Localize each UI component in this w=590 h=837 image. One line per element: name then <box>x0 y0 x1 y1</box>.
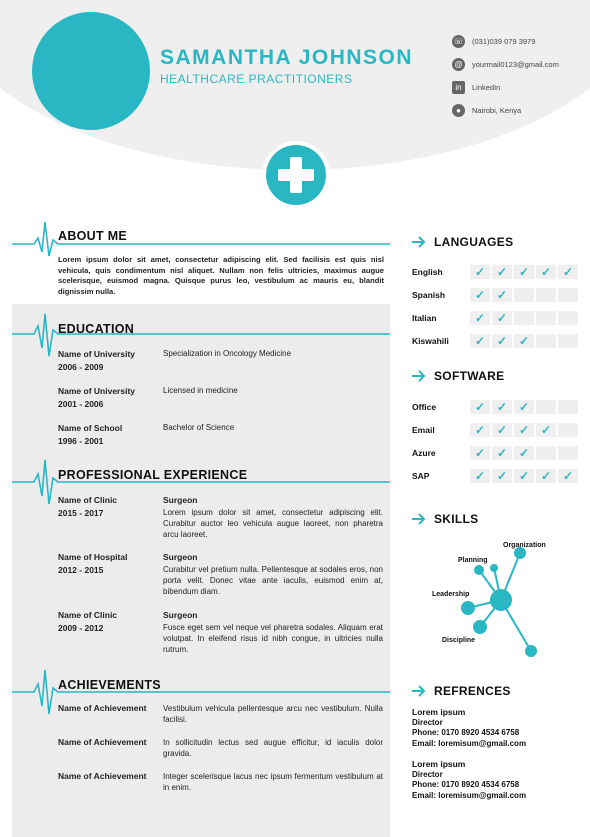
contact-linkedin[interactable]: in LinkedIn <box>452 76 587 99</box>
check-icon: ✓ <box>492 265 512 279</box>
language-name: Kiswahili <box>412 336 449 346</box>
check-icon: ✓ <box>492 311 512 325</box>
language-row <box>412 331 582 351</box>
check-icon: ✓ <box>470 288 490 302</box>
language-name: Spanish <box>412 290 446 300</box>
check-icon: ✓ <box>470 334 490 348</box>
empty-cell <box>514 288 534 302</box>
check-icon: ✓ <box>514 423 534 437</box>
contact-block <box>452 30 587 122</box>
software-title: SOFTWARE <box>412 369 504 383</box>
software-name: SAP <box>412 471 430 481</box>
skills-network-diagram <box>412 536 582 666</box>
check-icon: ✓ <box>558 265 578 279</box>
software-row <box>412 466 582 486</box>
reference-entry: Lorem ipsum Director Phone: 0170 8920 4534 6758 Email: loremisum@gmail.com <box>412 707 527 748</box>
check-icon: ✓ <box>558 469 578 483</box>
contact-location: ● Nairobi, Kenya <box>452 99 587 122</box>
check-icon: ✓ <box>492 469 512 483</box>
skill-label: Planning <box>458 557 488 564</box>
location-icon: ● <box>452 104 465 117</box>
check-icon: ✓ <box>514 400 534 414</box>
experience-title: PROFESSIONAL EXPERIENCE <box>58 468 248 482</box>
check-icon: ✓ <box>470 311 490 325</box>
check-icon: ✓ <box>536 469 556 483</box>
software-name: Email <box>412 425 435 435</box>
candidate-title: HEALTHCARE PRACTITIONERS <box>160 72 353 86</box>
references-title: REFRENCES <box>412 684 511 698</box>
arrow-right-icon <box>412 236 426 248</box>
language-name: Italian <box>412 313 437 323</box>
check-icon: ✓ <box>536 265 556 279</box>
empty-cell <box>558 311 578 325</box>
empty-cell <box>558 400 578 414</box>
check-icon: ✓ <box>470 469 490 483</box>
arrow-right-icon <box>412 370 426 382</box>
check-icon: ✓ <box>492 423 512 437</box>
skills-title: SKILLS <box>412 512 478 526</box>
reference-entry: Lorem ipsum Director Phone: 0170 8920 4534 6758 Email: loremisum@gmail.com <box>412 759 527 800</box>
contact-email[interactable]: @ yourmail0123@gmail.com <box>452 53 587 76</box>
about-title: ABOUT ME <box>58 229 128 243</box>
software-name: Office <box>412 402 437 412</box>
empty-cell <box>558 423 578 437</box>
check-icon: ✓ <box>492 446 512 460</box>
software-row <box>412 443 582 463</box>
language-name: English <box>412 267 443 277</box>
empty-cell <box>536 446 556 460</box>
medical-cross-icon <box>262 141 330 209</box>
left-column: ABOUT ME Lorem ipsum dolor sit amet, consectetur adipiscing elit. Sed facilisis est quis nisl vehicula, quis condimentum nisl aliquet. Nullam non felis ultricies, maximus augue scelerisque, euismod magna. Quisque purus leo, vestibulum ac mauris eu, blandit dignissim nulla. EDUCATION Name of University 2006 - 2009 Specialization in Oncology Medicine Name of University 2001 - 2006 Licensed in medicine Name of School 1996 - 2001 Bachelor of Science PROFESSIONAL EXPERIENCE Name of Clinic 2015 - 2017 Surgeon Lorem ipsum dolor sit amet, consectetur adipiscing elit. Curabitur auctor leo vehicula augue laoreet, non pharetra arcu laoreet. Name of Hospital 2012 - 2015 Surgeon Curabitur vel pretium nulla. Pellentesque at sodales eros, non porta velit. Donec vitae ante iaculis, euismod enim at, bibendum diam. Name of Clinic 2009 - 2012 Surgeon Fusce eget sem vel neque vel pharetra sodales. Aliquam erat volutpat. In eleifend risus id nibh congue, in ultricies nulla rutrum. ACHIEVEMENTS Name of Achievement Vestibulum vehicula pellentesque arcu nec vestibulum. Nulla facilisi. Name of Achievement In sollicitudin lectus sed augue efficitur, id iaculis dolor gravida. Name of Achievement Integer scelerisque lacus nec ipsum fermentum vestibulum at in enim. <box>12 220 390 837</box>
language-row <box>412 285 582 305</box>
skill-label: Discipline <box>442 637 476 644</box>
empty-cell <box>558 446 578 460</box>
avatar <box>32 12 150 130</box>
check-icon: ✓ <box>514 469 534 483</box>
check-icon: ✓ <box>492 400 512 414</box>
check-icon: ✓ <box>514 334 534 348</box>
candidate-name: SAMANTHA JOHNSON <box>160 46 414 69</box>
check-icon: ✓ <box>492 288 512 302</box>
check-icon: ✓ <box>470 400 490 414</box>
check-icon: ✓ <box>536 423 556 437</box>
check-icon: ✓ <box>470 265 490 279</box>
empty-cell <box>558 288 578 302</box>
language-row <box>412 308 582 328</box>
education-title: EDUCATION <box>58 322 135 336</box>
contact-phone: ☏ (031)039 079 3979 <box>453 37 536 46</box>
about-text: Lorem ipsum dolor sit amet, consectetur adipiscing elit. Sed facilisis est quis nisl vehicula, quis condimentum nisl aliquet. Nullam non felis ultricies, maximus augue scelerisque, euismod magna. Quisque purus leo, vestibulum ac mauris eu, blandit dignissim nulla. <box>58 255 384 296</box>
achievements-title: ACHIEVEMENTS <box>58 678 161 692</box>
software-name: Azure <box>412 448 436 458</box>
check-icon: ✓ <box>514 265 534 279</box>
skill-label: Organization <box>503 542 546 549</box>
skill-label: Leadership <box>432 591 470 598</box>
empty-cell <box>536 288 556 302</box>
empty-cell <box>514 311 534 325</box>
arrow-right-icon <box>412 685 426 697</box>
empty-cell <box>536 400 556 414</box>
check-icon: ✓ <box>470 423 490 437</box>
software-row <box>412 420 582 440</box>
language-row <box>412 262 582 282</box>
empty-cell <box>536 334 556 348</box>
languages-title: LANGUAGES <box>412 235 513 249</box>
arrow-right-icon <box>412 513 426 525</box>
check-icon: ✓ <box>470 446 490 460</box>
email-icon: @ <box>452 58 465 71</box>
phone-icon: ☏ <box>453 37 464 46</box>
check-icon: ✓ <box>514 446 534 460</box>
linkedin-icon: in <box>452 81 465 94</box>
empty-cell <box>558 334 578 348</box>
software-row <box>412 397 582 417</box>
check-icon: ✓ <box>492 334 512 348</box>
empty-cell <box>536 311 556 325</box>
